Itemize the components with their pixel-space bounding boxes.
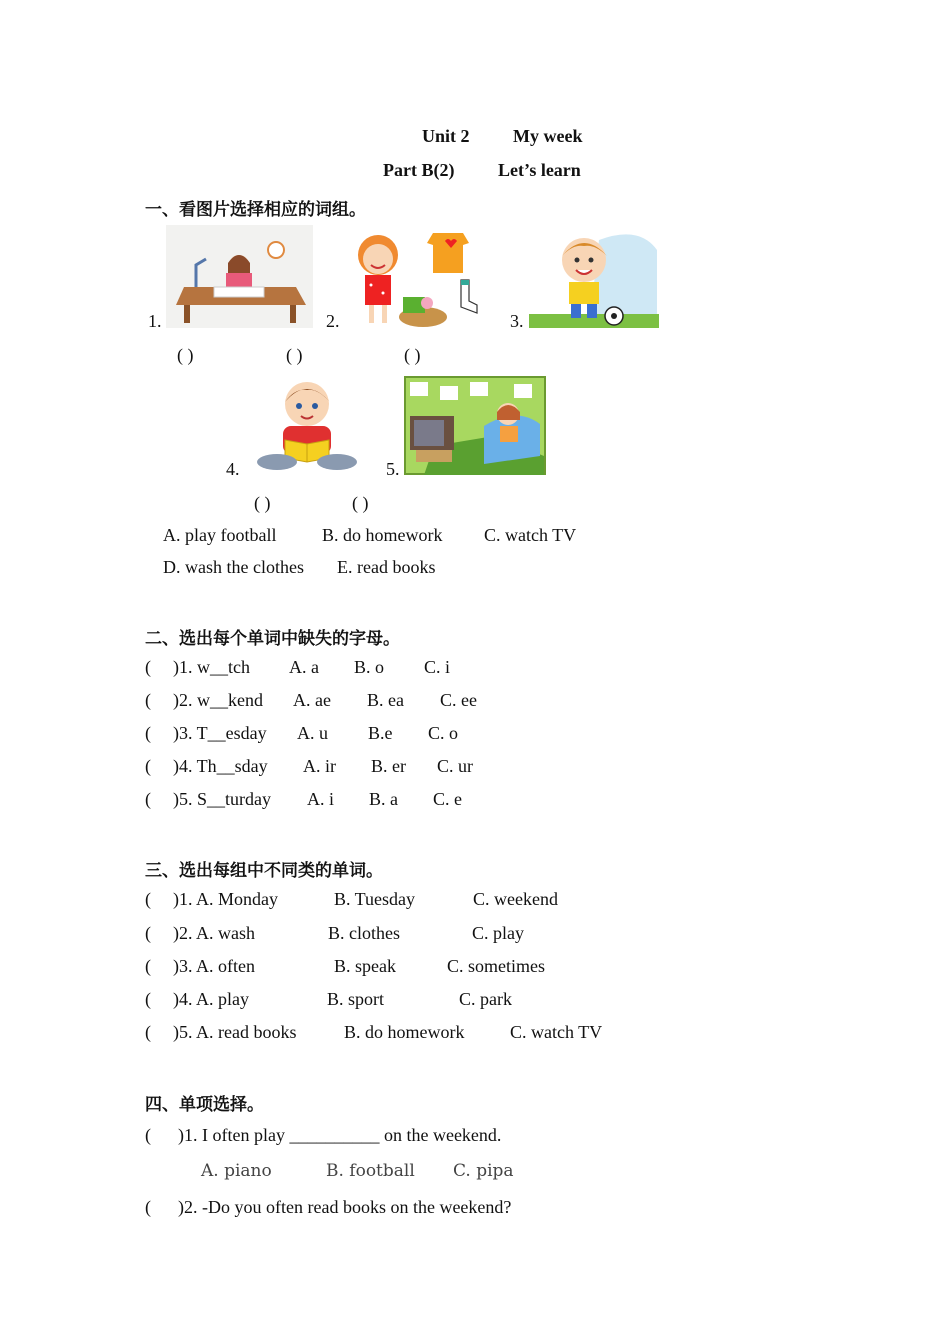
option-e: E. read books bbox=[337, 557, 436, 577]
option-b: B. do homework bbox=[322, 525, 443, 545]
choice-c: C. weekend bbox=[473, 889, 558, 909]
question-text: )2. A. wash bbox=[173, 923, 255, 943]
option-d: D. wash the clothes bbox=[163, 557, 304, 577]
choice-a: A. ir bbox=[303, 756, 336, 776]
answer-paren[interactable]: ( bbox=[145, 1197, 151, 1217]
bracket-pic4[interactable]: ( ) bbox=[254, 493, 271, 513]
question-text: )1. I often play __________ on the weekend. bbox=[178, 1125, 502, 1145]
section2-heading: 二、选出每个单词中缺失的字母。 bbox=[145, 629, 400, 649]
picture-do-homework bbox=[166, 225, 313, 328]
answer-paren[interactable]: ( bbox=[145, 923, 151, 943]
answer-paren[interactable]: ( bbox=[145, 956, 151, 976]
choice-a: A. u bbox=[297, 723, 328, 743]
pic3-number: 3. bbox=[510, 311, 524, 331]
picture-watch-tv bbox=[404, 376, 546, 475]
choice-c: C. e bbox=[433, 789, 462, 809]
bracket-pic2[interactable]: ( ) bbox=[286, 345, 303, 365]
bracket-pic1[interactable]: ( ) bbox=[177, 345, 194, 365]
answer-paren[interactable]: ( bbox=[145, 690, 151, 710]
choice-c: C. play bbox=[472, 923, 524, 943]
choice-b: B. a bbox=[369, 789, 398, 809]
choice-c: C. sometimes bbox=[447, 956, 545, 976]
answer-paren[interactable]: ( bbox=[145, 1022, 151, 1042]
choice-c: C. watch TV bbox=[510, 1022, 603, 1042]
choice-c: C. i bbox=[424, 657, 451, 677]
choice-c: C. park bbox=[459, 989, 512, 1009]
picture-read-books bbox=[255, 378, 360, 476]
question-text: )3. A. often bbox=[173, 956, 255, 976]
picture-wash-clothes bbox=[343, 225, 503, 330]
part-title: Let’s learn bbox=[498, 160, 581, 180]
pic5-number: 5. bbox=[386, 459, 400, 479]
answer-paren[interactable]: ( bbox=[145, 756, 151, 776]
question-text: )1. w__tch bbox=[173, 657, 250, 677]
answer-paren[interactable]: ( bbox=[145, 789, 151, 809]
section3-heading: 三、选出每组中不同类的单词。 bbox=[145, 861, 383, 881]
answer-paren[interactable]: ( bbox=[145, 723, 151, 743]
option-a: A. play football bbox=[163, 525, 277, 545]
choice-a: A. piano bbox=[201, 1161, 272, 1181]
pic4-number: 4. bbox=[226, 459, 240, 479]
question-text: )1. A. Monday bbox=[173, 889, 278, 909]
question-text: )5. A. read books bbox=[173, 1022, 297, 1042]
pic1-number: 1. bbox=[148, 311, 162, 331]
choice-c: C. ur bbox=[437, 756, 473, 776]
bracket-pic5[interactable]: ( ) bbox=[352, 493, 369, 513]
answer-paren[interactable]: ( bbox=[145, 1125, 151, 1145]
pic2-number: 2. bbox=[326, 311, 340, 331]
picture-play-football bbox=[529, 230, 659, 328]
section1-heading: 一、看图片选择相应的词组。 bbox=[145, 200, 366, 220]
choice-b: B. sport bbox=[327, 989, 385, 1009]
choice-a: A. a bbox=[289, 657, 319, 677]
question-text: )5. S__turday bbox=[173, 789, 271, 809]
choice-c: C. pipa bbox=[453, 1161, 514, 1181]
question-text: )4. A. play bbox=[173, 989, 249, 1009]
choice-a: A. i bbox=[307, 789, 334, 809]
choice-b: B. speak bbox=[334, 956, 396, 976]
answer-paren[interactable]: ( bbox=[145, 657, 151, 677]
answer-paren[interactable]: ( bbox=[145, 989, 151, 1009]
choice-b: B. ea bbox=[367, 690, 404, 710]
choice-b: B.e bbox=[368, 723, 393, 743]
choice-c: C. ee bbox=[440, 690, 477, 710]
question-text: )3. T__esday bbox=[173, 723, 267, 743]
part-label: Part B(2) bbox=[383, 160, 455, 180]
question-text: )2. -Do you often read books on the weekend? bbox=[178, 1197, 512, 1217]
question-text: )4. Th__sday bbox=[173, 756, 268, 776]
unit-label: Unit 2 bbox=[422, 126, 470, 146]
choice-b: B. o bbox=[354, 657, 385, 677]
choice-b: B. clothes bbox=[328, 923, 400, 943]
choice-b: B. do homework bbox=[344, 1022, 465, 1042]
choice-b: B. er bbox=[371, 756, 406, 776]
option-c: C. watch TV bbox=[484, 525, 577, 545]
choice-b: B. Tuesday bbox=[334, 889, 416, 909]
answer-paren[interactable]: ( bbox=[145, 889, 151, 909]
bracket-pic3[interactable]: ( ) bbox=[404, 345, 421, 365]
section4-heading: 四、单项选择。 bbox=[145, 1095, 264, 1115]
choice-c: C. o bbox=[428, 723, 459, 743]
choice-a: A. ae bbox=[293, 690, 331, 710]
choice-b: B. football bbox=[326, 1161, 415, 1181]
question-text: )2. w__kend bbox=[173, 690, 263, 710]
unit-title: My week bbox=[513, 126, 583, 146]
